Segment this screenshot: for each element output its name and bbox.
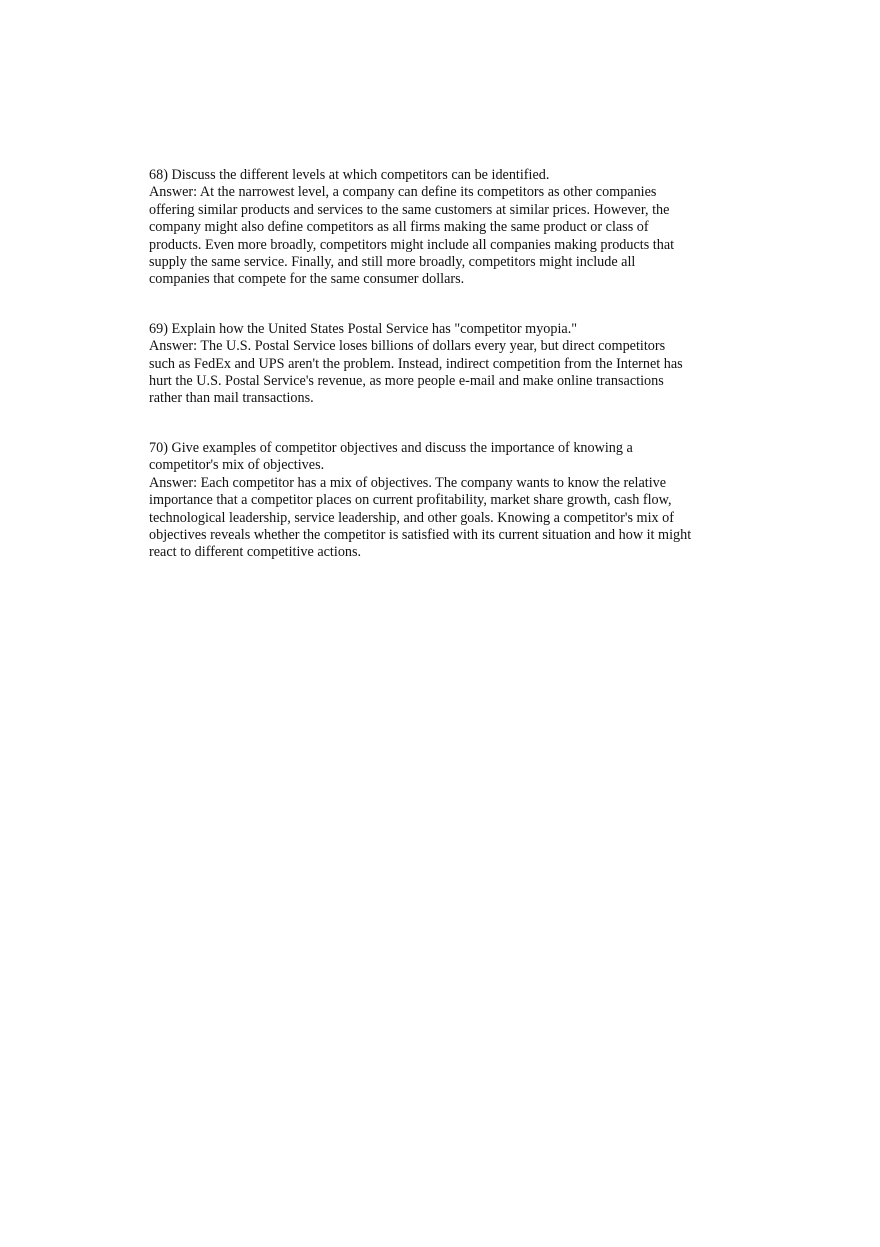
answer-text: Answer: The U.S. Postal Service loses billions of dollars every year, but direct competitors such as FedEx and UPS aren't the problem. Instead, indirect competition from the Internet has hurt the U.S. Postal Service's revenue, as more people e-mail and make online transactions rather than mail transactions. xyxy=(149,338,683,407)
question-text: 69) Explain how the United States Postal Service has "competitor myopia." xyxy=(149,320,578,337)
document-content xyxy=(149,167,749,562)
question-text: 70) Give examples of competitor objectives and discuss the importance of knowing a competitor's mix of objectives. xyxy=(149,439,633,474)
qa-item-69 xyxy=(149,321,749,408)
question-text: 68) Discuss the different levels at which competitors can be identified. xyxy=(149,167,550,183)
qa-item-68 xyxy=(149,167,749,289)
answer-text: Answer: At the narrowest level, a company can define its competitors as other companies offering similar products and services to the same customers at similar prices. However, the company might also define competitors as all firms making the same product or class of products. Even more broadly, competitors might include all companies making products that supply the same service. Finally, and still more broadly, competitors might include all companies that compete for the same consumer dollars. xyxy=(149,184,675,288)
qa-item-70 xyxy=(149,440,749,562)
answer-text: Answer: Each competitor has a mix of objectives. The company wants to know the relative importance that a competitor places on current profitability, market share growth, cash flow, technological leadership, service leadership, and other goals. Knowing a competitor's mix of objectives reveals whether the competitor is satisfied with its current situation and how it might react to different competitive actions. xyxy=(149,474,692,561)
